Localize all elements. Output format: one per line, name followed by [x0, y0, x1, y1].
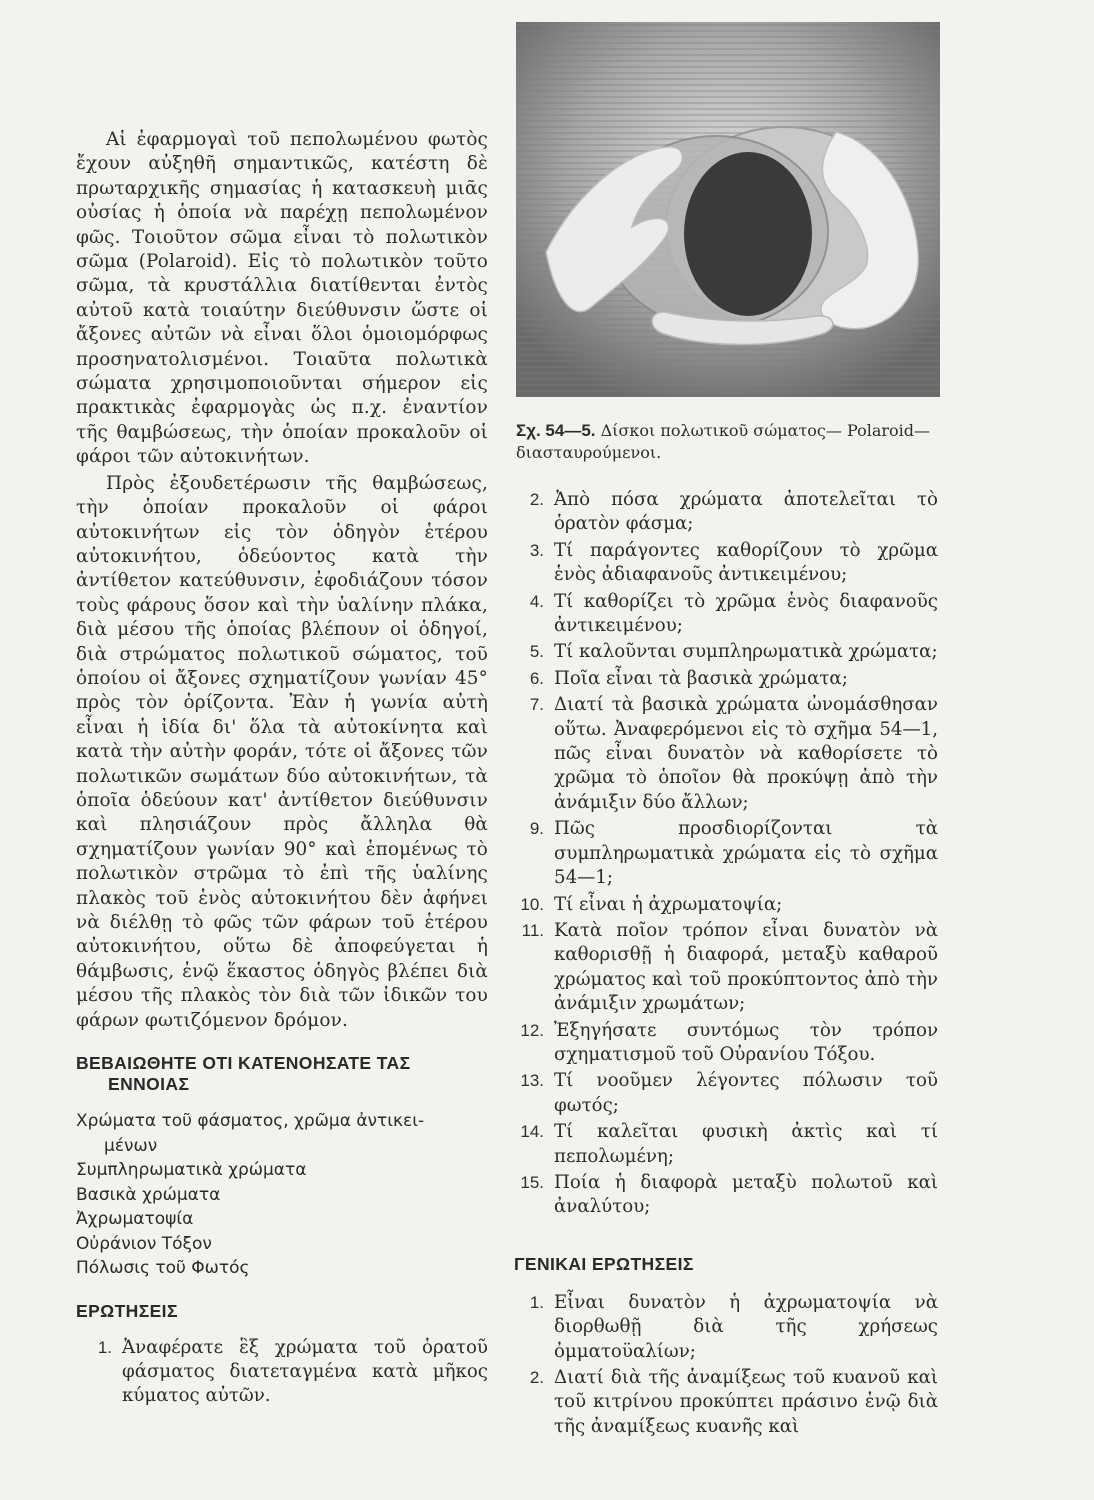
question-number: 11.	[521, 920, 544, 940]
question-item	[500, 539, 938, 588]
question-item	[500, 1019, 938, 1068]
general-question-item	[500, 1366, 938, 1439]
question-text: Τί νοοῦμεν λέγοντες πόλωσιν τοῦ φωτός;	[554, 1070, 938, 1116]
disc-overlap-dark	[684, 152, 812, 316]
question-text: Πῶς προσδιορίζονται τὰ συμπληρωματικὰ χρώματα εἰς τὸ σχῆμα 54—1;	[554, 818, 938, 889]
question-text: Ἀπὸ πόσα χρώματα ἀποτελεῖται τὸ ὁρατὸν φάσμα;	[554, 489, 938, 535]
polaroid-discs-photo	[516, 22, 940, 397]
question-text: Διατί τὰ βασικὰ χρώματα ὠνομάσθησαν οὕτω. Ἀναφερόμενοι εἰς τὸ σχῆμα 54—1, πῶς εἶναι δυνατὸν νὰ καθορίσετε τὸ χρῶμα τὸ ὁποῖον θὰ προκύψῃ ἀπὸ τὴν ἀνάμιξιν δύο ἄλλων;	[554, 694, 938, 813]
question-number: 1.	[529, 1292, 544, 1312]
question-text: Τί παράγοντες καθορίζουν τὸ χρῶμα ἑνὸς ἀδιαφανοῦς ἀντικειμένου;	[554, 539, 938, 586]
general-questions-list	[500, 1291, 938, 1439]
question-number: 10.	[520, 894, 544, 914]
question-item	[500, 1120, 938, 1169]
questions-heading: ΕΡΩΤΗΣΕΙΣ	[76, 1300, 178, 1321]
concept-item-continuation: μένων	[104, 1135, 158, 1156]
figure-polaroid-discs	[516, 22, 940, 397]
question-item	[500, 1171, 938, 1220]
figure-caption-text: Δίσκοι πολωτικοῦ σώματος— Polaroid—διασταυρούμενοι.	[516, 421, 931, 462]
question-number: 9.	[529, 819, 544, 839]
concepts-list	[76, 1109, 488, 1281]
figure-caption	[516, 420, 936, 464]
question-number: 12.	[520, 1020, 544, 1040]
question-text: Τί καλεῖται φυσικὴ ἀκτὶς καὶ τί πεπολωμένη;	[554, 1121, 938, 1167]
question-item	[500, 488, 938, 537]
concept-item: Οὐράνιον Τόξον	[76, 1233, 212, 1254]
concepts-heading	[76, 1053, 488, 1095]
question-number: 6.	[529, 668, 544, 688]
question-text: Τί εἶναι ἡ ἀχρωματοψία;	[554, 893, 783, 915]
question-number: 3.	[529, 540, 544, 560]
left-column	[76, 128, 488, 1411]
question-item	[500, 693, 938, 815]
question-text: Κατὰ ποῖον τρόπον εἶναι δυνατὸν νὰ καθορισθῇ ἡ διαφορά, μεταξὺ καθαροῦ χρώματος καὶ τοῦ προκύπτοντος ἀπὸ τὴν ἀνάμιξιν χρωμάτων;	[554, 919, 938, 1015]
question-item	[500, 893, 938, 917]
general-questions-heading: ΓΕΝΙΚΑΙ ΕΡΩΤΗΣΕΙΣ	[514, 1253, 694, 1274]
paragraph-headlight-glare: Πρὸς ἐξουδετέρωσιν τῆς θαμβώσεως, τὴν ὁποίαν προκαλοῦν οἱ φάροι αὐτοκινήτων εἰς τὸν ὁδηγὸν ἑτέρου αὐτοκινήτου, ὁδεύοντος κατὰ τὴν ἀντίθετον κατεύθυνσιν, ἐφοδιάζουν τόσον τοὺς φάρους ὅσον καὶ τὴν ὑαλίνην πλάκα, διὰ μέσου τῆς ὁποίας βλέπουν οἱ ὁδηγοί, διὰ στρώματος πολωτικοῦ σώματος, τοῦ ὁποίου οἱ ἄξονες σχηματίζουν γωνίαν 45° πρὸς τὸν ὁρίζοντα. Ἐὰν ἡ γωνία αὐτὴ εἶναι ἡ ἰδία δι' ὅλα τὰ αὐτοκίνητα καὶ κατὰ τὴν αὐτὴν φοράν, τότε οἱ ἄξονες τῶν πολωτικῶν σωμάτων δύο αὐτοκινήτων, τὰ ὁποῖα ὁδεύουν κατ' ἀντίθετον διεύθυνσιν καὶ πλησιάζουν πρὸς ἄλληλα θὰ σχηματίζουν γωνίαν 90° καὶ ἑπομένως τὸ πολωτικὸν στρῶμα τὸ ἐπὶ τῆς ὑαλίνης πλακὸς τοῦ ἑνὸς αὐτοκινήτου δὲν ἀφήνει νὰ διέλθῃ τὸ φῶς τῶν φάρων τοῦ ἑτέρου αὐτοκινήτου, οὕτω δὲ ἀποφεύγεται ἡ θάμβωσις, ἐνῷ ἕκαστος ὁδηγὸς βλέπει διὰ μέσου τῆς πλακὸς τὸν διὰ τῶν ἰδικῶν του φάρων φωτιζόμενον δρόμον.	[76, 472, 488, 1031]
question-item	[500, 590, 938, 639]
question-text: Διατί διὰ τῆς ἀναμίξεως τοῦ κυανοῦ καὶ τοῦ κιτρίνου προκύπτει πράσινο ἐνῷ διὰ τῆς ἀναμίξεως κυανῆς καὶ	[554, 1367, 938, 1437]
question-number: 2.	[529, 490, 544, 509]
concepts-heading-line1: ΒΕΒΑΙΩΘΗΤΕ ΟΤΙ ΚΑΤΕΝΟΗΣΑΤΕ ΤΑΣ	[76, 1053, 411, 1074]
question-number: 14.	[520, 1122, 544, 1142]
question-text: Ἀναφέρατε ἓξ χρώματα τοῦ ὁρατοῦ φάσματος διατεταγμένα κατὰ μῆκος κύματος αὐτῶν.	[122, 1336, 488, 1407]
concept-item: Χρώματα τοῦ φάσματος, χρῶμα ἀντικει-	[76, 1111, 425, 1132]
question-number: 13.	[520, 1071, 544, 1091]
questions-list-left	[76, 1336, 488, 1409]
question-number: 15.	[520, 1172, 544, 1192]
question-number: 7.	[529, 695, 544, 715]
question-item	[76, 1336, 488, 1409]
question-text: Ποία ἡ διαφορὰ μεταξὺ πολωτοῦ καὶ ἀναλύτου;	[554, 1171, 938, 1218]
concept-item: Συμπληρωματικὰ χρώματα	[76, 1160, 307, 1181]
question-text: Τί καθορίζει τὸ χρῶμα ἑνὸς διαφανοῦς ἀντικειμένου;	[554, 590, 938, 637]
question-text: Τί καλοῦνται συμπληρωματικὰ χρώματα;	[554, 641, 938, 663]
question-number: 1.	[97, 1337, 112, 1357]
question-number: 4.	[529, 591, 544, 611]
question-item	[500, 1069, 938, 1118]
concepts-heading-line2: ΕΝΝΟΙΑΣ	[108, 1074, 190, 1095]
question-text: Ποῖα εἶναι τὰ βασικὰ χρώματα;	[554, 667, 848, 689]
question-text: Εἶναι δυνατὸν ἡ ἀχρωματοψία νὰ διορθωθῇ διὰ τῆς χρήσεως ὀμματοϋαλίων;	[554, 1291, 938, 1362]
figure-caption-label: Σχ. 54—5.	[516, 421, 596, 440]
concept-item: Βασικὰ χρώματα	[76, 1184, 221, 1205]
general-question-item	[500, 1291, 938, 1364]
concept-item: Πόλωσις τοῦ Φωτός	[76, 1258, 250, 1279]
question-number: 5.	[529, 642, 544, 662]
right-column	[500, 488, 938, 1441]
question-item	[500, 919, 938, 1017]
question-text: Ἐξηγήσατε συντόμως τὸν τρόπον σχηματισμοῦ τοῦ Οὐρανίου Τόξου.	[554, 1019, 938, 1065]
question-item	[500, 640, 938, 664]
paragraph-polaroid: Αἱ ἐφαρμογαὶ τοῦ πεπολωμένου φωτὸς ἔχουν αὐξηθῆ σημαντικῶς, κατέστη δὲ πρωταρχικῆς σημασίας ἡ κατασκευὴ μιᾶς οὐσίας ἡ ὁποία νὰ παρέχῃ πεπολωμένον φῶς. Τοιοῦτον σῶμα εἶναι τὸ πολωτικὸν σῶμα (Polaroid). Εἰς τὸ πολωτικὸν τοῦτο σῶμα, τὰ κρυστάλλια διατίθενται ἐντὸς αὐτοῦ κατὰ τοιαύτην διεύθυνσιν ὥστε οἱ ἄξονες αὐτῶν νὰ εἶναι ὅλοι ὁμοιομόρφως προσηνατολισμένοι. Τοιαῦτα πολωτικὰ σώματα χρησιμοποιοῦνται σήμερον εἰς πρακτικὰς ἐφαρμογὰς ὡς π.χ. ἐναντίον τῆς θαμβώσεως, τὴν ὁποίαν προκαλοῦν οἱ φάροι τῶν αὐτοκινήτων.	[76, 129, 488, 468]
concept-item: Ἀχρωματοψία	[76, 1209, 194, 1230]
question-item	[500, 817, 938, 890]
questions-list-right	[500, 488, 938, 1220]
question-number: 2.	[529, 1368, 544, 1387]
question-item	[500, 667, 938, 691]
